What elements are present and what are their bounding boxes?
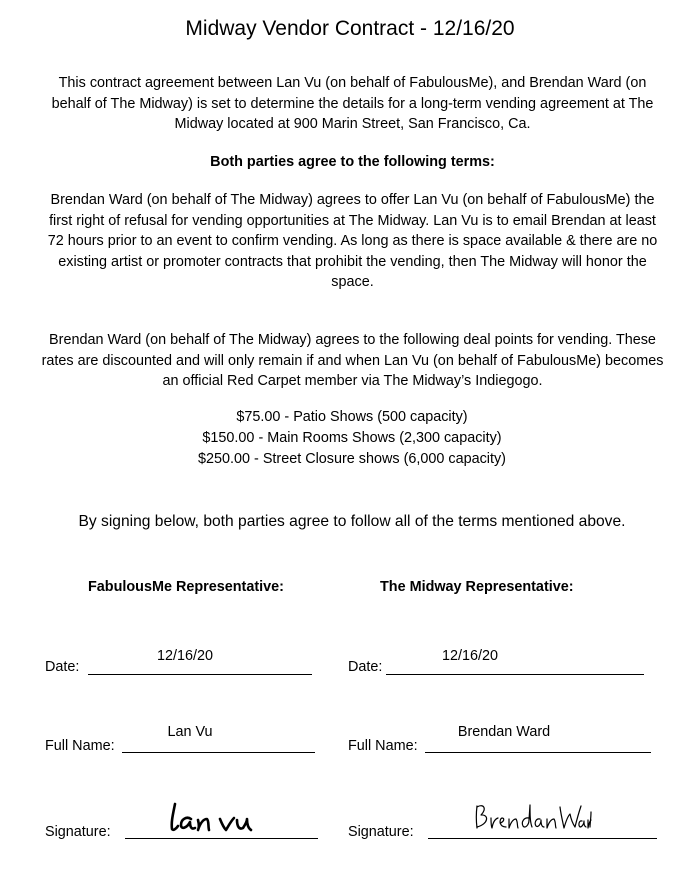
rate-line-street-closure: $250.00 - Street Closure shows (6,000 capacity)	[198, 451, 506, 467]
lan-vu-handwritten-signature	[165, 800, 260, 836]
right-full-name-value: Brendan Ward	[457, 724, 551, 740]
left-date-label: Date:	[45, 659, 80, 675]
left-date-line	[88, 674, 312, 675]
right-full-name-line	[425, 752, 651, 753]
terms-heading: Both parties agree to the following terms:	[210, 154, 495, 170]
agreement-statement: By signing below, both parties agree to follow all of the terms mentioned above.	[78, 513, 626, 530]
term-first-right-of-refusal: Brendan Ward (on behalf of The Midway) agrees to offer Lan Vu (on behalf of FabulousMe) the first right of refusal for vending opportunities at The Midway. Lan Vu is to email Brendan at least 72 hours prior to an event to confirm vending. As long as there is space available & there are no existing artist or promoter contracts that prohibit the vending, then The Midway will honor the space.	[47, 192, 658, 290]
rate-line-patio: $75.00 - Patio Shows (500 capacity)	[236, 409, 468, 425]
midway-representative-heading: The Midway Representative:	[380, 579, 574, 595]
brendan-ward-handwritten-signature	[472, 800, 592, 834]
left-full-name-line	[122, 752, 315, 753]
right-date-line	[386, 674, 644, 675]
right-date-label: Date:	[348, 659, 383, 675]
left-signature-label: Signature:	[45, 824, 111, 840]
right-full-name-label: Full Name:	[348, 738, 418, 754]
term-deal-points: Brendan Ward (on behalf of The Midway) agrees to the following deal points for vending. These rates are discounted and will only remain if and when Lan Vu (on behalf of FabulousMe) becomes an official Red Carpet member via The Midway’s Indiegogo.	[41, 332, 664, 389]
right-signature-line	[428, 838, 657, 839]
fabulousme-representative-heading: FabulousMe Representative:	[88, 579, 284, 595]
left-full-name-value: Lan Vu	[167, 724, 213, 740]
left-date-value: 12/16/20	[156, 648, 214, 664]
left-signature-line	[125, 838, 318, 839]
left-full-name-label: Full Name:	[45, 738, 115, 754]
right-signature-label: Signature:	[348, 824, 414, 840]
document-title: Midway Vendor Contract - 12/16/20	[185, 17, 515, 40]
right-date-value: 12/16/20	[441, 648, 499, 664]
intro-paragraph: This contract agreement between Lan Vu (on behalf of FabulousMe), and Brendan Ward (on behalf of The Midway) is set to determine the details for a long-term vending agreement at The Midway located at 900 Marin Street, San Francisco, Ca.	[51, 75, 654, 132]
rate-line-main-rooms: $150.00 - Main Rooms Shows (2,300 capacity)	[202, 430, 502, 446]
